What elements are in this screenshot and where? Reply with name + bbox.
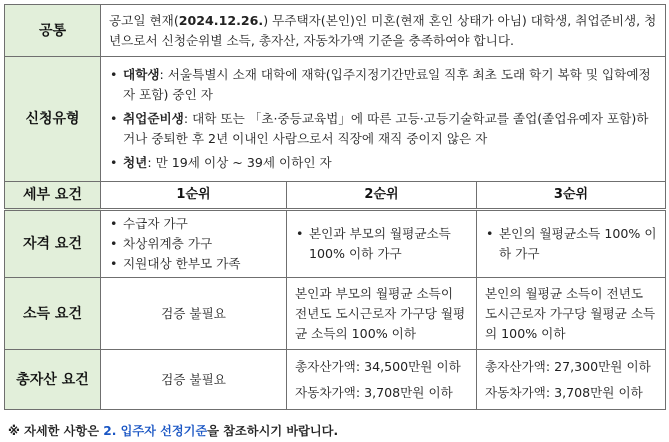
requirements-section (4, 4, 665, 410)
type-desc: : 서울특별시 소재 대학에 재학(입주지정기간만료일 직후 최초 도래 학기 복학 및 입학예정자 포함) 중인 자 (123, 67, 651, 102)
income-rank1: 검증 불필요 (101, 278, 287, 350)
type-term: 청년 (123, 155, 148, 170)
column-header-rank1: 1순위 (101, 182, 287, 210)
common-text (101, 5, 666, 57)
row-column-headers (5, 182, 666, 210)
row-application-type (5, 57, 666, 182)
qualification-rank2-list (295, 224, 468, 264)
type-desc: : 대학 또는 「초·중등교육법」에 따른 고등·고등기술학교를 졸업(졸업유예자 포함)하거나 중퇴한 후 2년 이내인 사람으로서 직장에 재직 중이지 않은 자 (123, 111, 649, 146)
row-assets (5, 350, 666, 410)
type-term: 취업준비생 (123, 111, 184, 126)
qualification-label: 자격 요건 (5, 210, 101, 278)
column-header-rank3: 3순위 (477, 182, 666, 210)
footnote-prefix: ※ 자세한 사항은 (8, 424, 104, 438)
type-item-student (109, 65, 657, 105)
qualification-rank3-list (485, 224, 657, 264)
application-type-content (101, 57, 666, 182)
type-item-youth (109, 153, 657, 173)
type-desc: : 만 19세 이상 ~ 39세 이하인 자 (147, 155, 332, 170)
announcement-date: 2024.12.26. (178, 12, 264, 28)
qualification-rank1-list (109, 214, 278, 274)
footnote-suffix: 을 참조하시기 바랍니다. (207, 424, 339, 438)
income-label: 소득 요건 (5, 278, 101, 350)
application-type-list (109, 65, 657, 173)
common-text-after: ) 무주택자(본인)인 미혼(현재 혼인 상태가 아님) 대학생, 취업준비생, 청년으로서 신청순위별 소득, 총자산, 자동차가액 기준을 충족하여야 합니다. (109, 12, 657, 48)
list-item: • 본인의 월평균소득 100% 이하 가구 (485, 224, 657, 264)
qualification-rank1 (101, 210, 287, 278)
assets-rank2 (287, 350, 477, 410)
row-qualification (5, 210, 666, 278)
assets-rank2-total: 총자산가액: 34,500만원 이하 (295, 358, 461, 374)
list-item: • 차상위계층 가구 (109, 234, 278, 254)
assets-rank1: 검증 불필요 (101, 350, 287, 410)
requirements-table (4, 4, 666, 410)
row-income (5, 278, 666, 350)
qualification-rank2 (287, 210, 477, 278)
type-term: 대학생 (123, 67, 160, 82)
assets-label: 총자산 요건 (5, 350, 101, 410)
column-header-rank2: 2순위 (287, 182, 477, 210)
common-text-before: 공고일 현재( (109, 12, 179, 28)
income-rank3: 본인의 월평균 소득이 전년도 도시근로자 가구당 월평균 소득의 100% 이하 (477, 278, 666, 350)
list-item: • 본인과 부모의 월평균소득 100% 이하 가구 (295, 224, 468, 264)
assets-rank2-car: 자동차가액: 3,708만원 이하 (295, 384, 453, 400)
income-rank2: 본인과 부모의 월평균 소득이 전년도 도시근로자 가구당 월평균 소득의 100% 이하 (287, 278, 477, 350)
footnote (8, 422, 338, 439)
assets-rank3-total: 총자산가액: 27,300만원 이하 (485, 358, 651, 374)
type-item-job-seeker (109, 109, 657, 149)
column-header-detail: 세부 요건 (5, 182, 101, 210)
list-item: • 수급자 가구 (109, 214, 278, 234)
qualification-rank3 (477, 210, 666, 278)
assets-rank3 (477, 350, 666, 410)
row-common (5, 5, 666, 57)
application-type-label: 신청유형 (5, 57, 101, 182)
selection-criteria-link[interactable]: 2. 입주자 선정기준 (103, 424, 208, 438)
list-item: • 지원대상 한부모 가족 (109, 254, 278, 274)
common-label: 공통 (5, 5, 101, 57)
assets-rank3-car: 자동차가액: 3,708만원 이하 (485, 384, 643, 400)
